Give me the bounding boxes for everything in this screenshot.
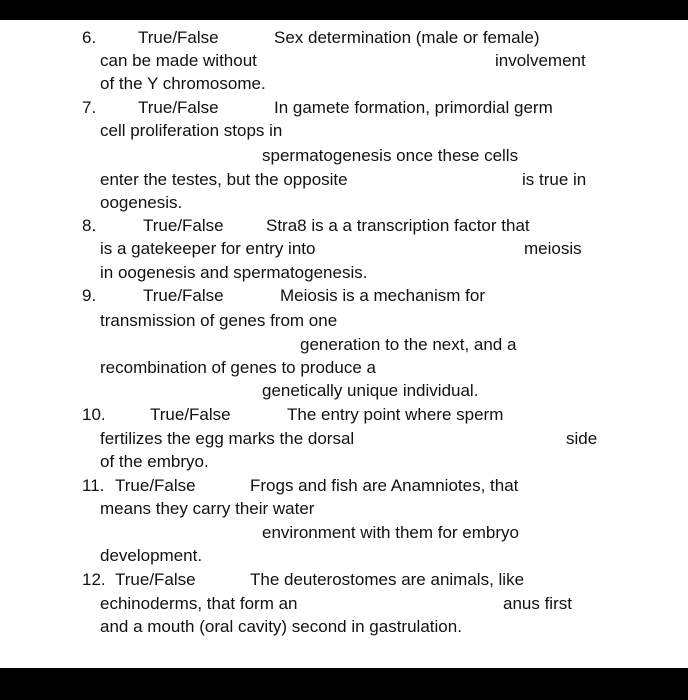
- question-9-line-1: transmission of genes from one: [100, 311, 338, 330]
- question-9-statement: Meiosis is a mechanism for: [280, 286, 486, 305]
- question-11-number: 11.: [82, 476, 105, 495]
- question-9-true-false: True/False: [143, 286, 224, 305]
- question-12-true-false: True/False: [115, 570, 196, 589]
- question-6-true-false: True/False: [138, 28, 219, 47]
- question-7-line-3: enter the testes, but the opposite: [100, 170, 348, 189]
- question-10-number: 10.: [82, 405, 106, 424]
- question-6-line-1: can be made without: [100, 51, 257, 70]
- question-12-line-3: and a mouth (oral cavity) second in gastrulation.: [100, 617, 462, 636]
- question-6-number: 6.: [82, 28, 97, 47]
- question-7-line-2: spermatogenesis once these cells: [262, 146, 519, 165]
- question-7-true-false: True/False: [138, 98, 219, 117]
- document-page: [0, 20, 688, 668]
- question-7-line-1: cell proliferation stops in: [100, 121, 283, 140]
- question-11-true-false: True/False: [115, 476, 196, 495]
- question-11-statement: Frogs and fish are Anamniotes, that: [250, 476, 519, 495]
- question-12-statement: The deuterostomes are animals, like: [250, 570, 525, 589]
- question-7-line-5: oogenesis.: [100, 193, 183, 212]
- question-11-line-3: development.: [100, 546, 203, 565]
- question-10-statement: The entry point where sperm: [287, 405, 504, 424]
- question-6-line-3: of the Y chromosome.: [100, 74, 266, 93]
- question-7-line-4: is true in: [522, 170, 587, 189]
- question-8-line-2: meiosis: [524, 239, 582, 258]
- question-11-line-2: environment with them for embryo: [262, 523, 519, 542]
- question-8-number: 8.: [82, 216, 97, 235]
- question-11-line-1: means they carry their water: [100, 499, 315, 518]
- question-9-number: 9.: [82, 286, 97, 305]
- question-10-line-2: side: [566, 429, 598, 448]
- question-10-line-3: of the embryo.: [100, 452, 209, 471]
- question-6-line-2: involvement: [495, 51, 586, 70]
- question-9-line-3: recombination of genes to produce a: [100, 358, 376, 377]
- question-8-true-false: True/False: [143, 216, 224, 235]
- question-12-number: 12.: [82, 570, 106, 589]
- question-9-line-4: genetically unique individual.: [262, 381, 479, 400]
- question-6-statement: Sex determination (male or female): [274, 28, 540, 47]
- question-9-line-2: generation to the next, and a: [300, 335, 517, 354]
- question-10-line-1: fertilizes the egg marks the dorsal: [100, 429, 355, 448]
- question-8-line-3: in oogenesis and spermatogenesis.: [100, 263, 368, 282]
- question-10-true-false: True/False: [150, 405, 231, 424]
- question-12-line-2: anus first: [503, 594, 572, 613]
- question-8-statement: Stra8 is a a transcription factor that: [266, 216, 530, 235]
- question-7-statement: In gamete formation, primordial germ: [274, 98, 553, 117]
- question-8-line-1: is a gatekeeper for entry into: [100, 239, 316, 258]
- question-12-line-1: echinoderms, that form an: [100, 594, 298, 613]
- question-7-number: 7.: [82, 98, 97, 117]
